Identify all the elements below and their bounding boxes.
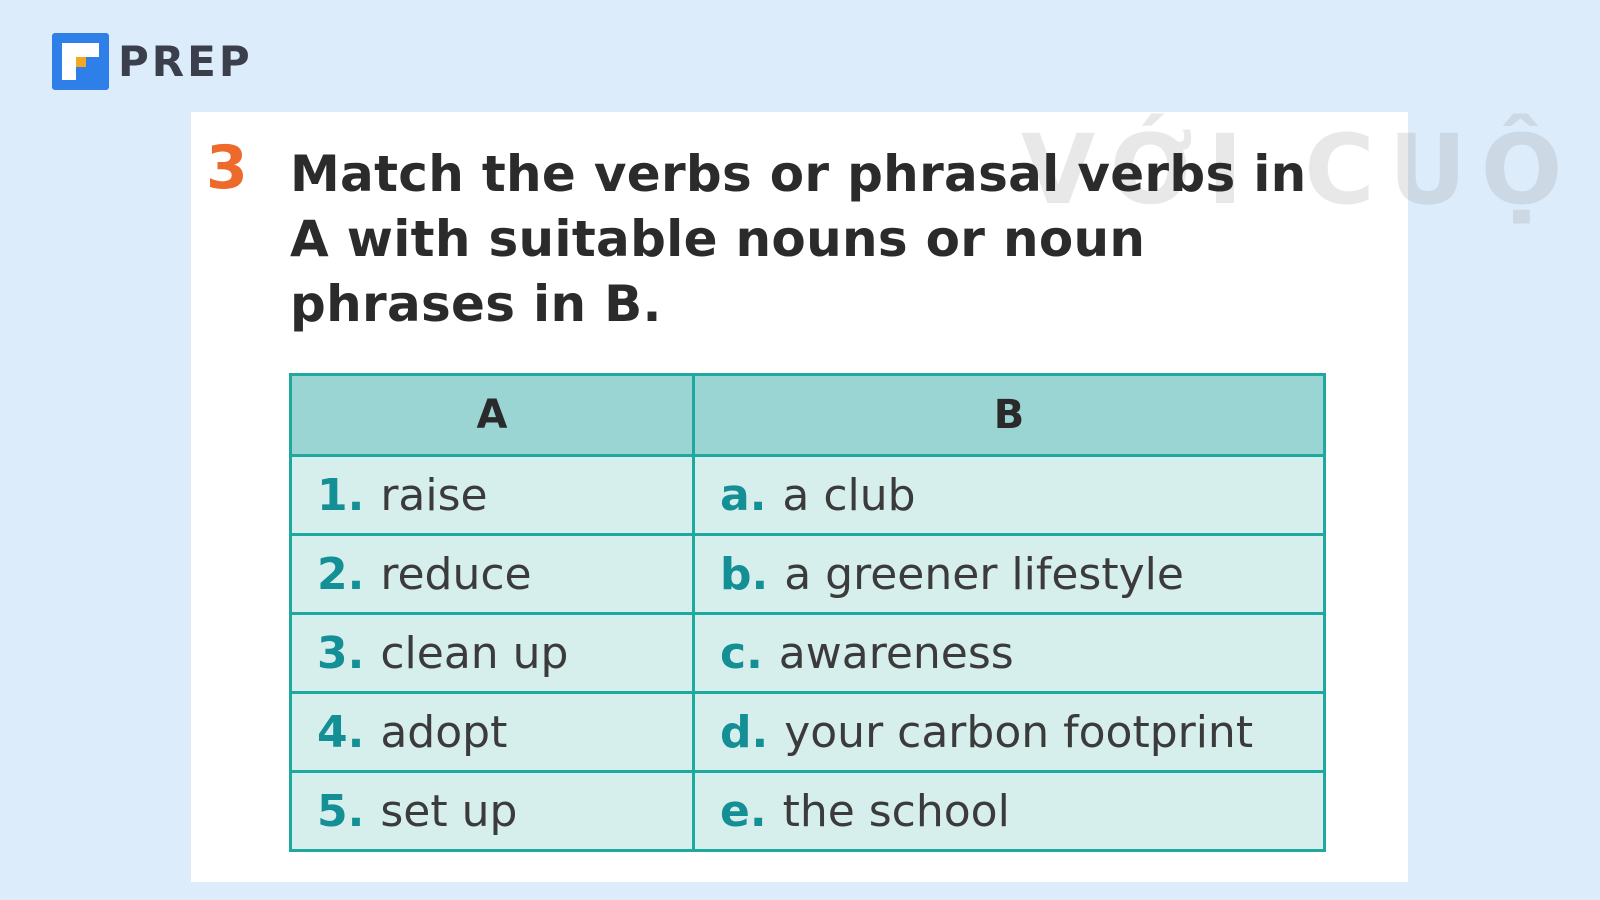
item-text: a club <box>782 469 916 521</box>
watermark: VỚI CUỘ <box>1021 114 1577 226</box>
item-text: awareness <box>778 627 1014 679</box>
table-row <box>291 535 1325 614</box>
item-key: 5. <box>317 785 365 837</box>
cell-b <box>694 535 1325 614</box>
cell-a <box>291 693 694 772</box>
exercise-instruction: Match the verbs or phrasal verbs in A with suitable nouns or noun phrases in B. <box>290 145 1307 333</box>
column-header-a: A <box>291 375 694 456</box>
prep-logo <box>52 33 253 90</box>
item-text: clean up <box>380 627 569 679</box>
item-text: adopt <box>380 706 508 758</box>
item-text: a greener lifestyle <box>784 548 1184 600</box>
table-row <box>291 693 1325 772</box>
item-text: your carbon footprint <box>784 706 1254 758</box>
cell-a <box>291 772 694 851</box>
cell-b <box>694 614 1325 693</box>
item-key: 1. <box>317 469 365 521</box>
table-header-row <box>291 375 1325 456</box>
cell-a <box>291 535 694 614</box>
item-key: 4. <box>317 706 365 758</box>
column-header-b: B <box>694 375 1325 456</box>
item-key: 2. <box>317 548 365 600</box>
item-text: raise <box>380 469 488 521</box>
table-row <box>291 456 1325 535</box>
cell-b <box>694 456 1325 535</box>
item-key: d. <box>720 706 769 758</box>
item-text: the school <box>782 785 1010 837</box>
item-text: set up <box>380 785 518 837</box>
prep-logo-icon <box>52 33 109 90</box>
item-text: reduce <box>380 548 532 600</box>
prep-logo-text: PREP <box>118 36 253 86</box>
cell-a <box>291 456 694 535</box>
item-key: b. <box>720 548 769 600</box>
cell-b <box>694 693 1325 772</box>
exercise-card <box>191 112 1577 882</box>
table-row <box>291 614 1325 693</box>
table-row <box>291 772 1325 851</box>
cell-b <box>694 772 1325 851</box>
exercise-number: 3 <box>206 133 248 203</box>
item-key: c. <box>720 627 763 679</box>
item-key: e. <box>720 785 767 837</box>
item-key: a. <box>720 469 767 521</box>
item-key: 3. <box>317 627 365 679</box>
matching-table <box>289 373 1326 852</box>
cell-a <box>291 614 694 693</box>
